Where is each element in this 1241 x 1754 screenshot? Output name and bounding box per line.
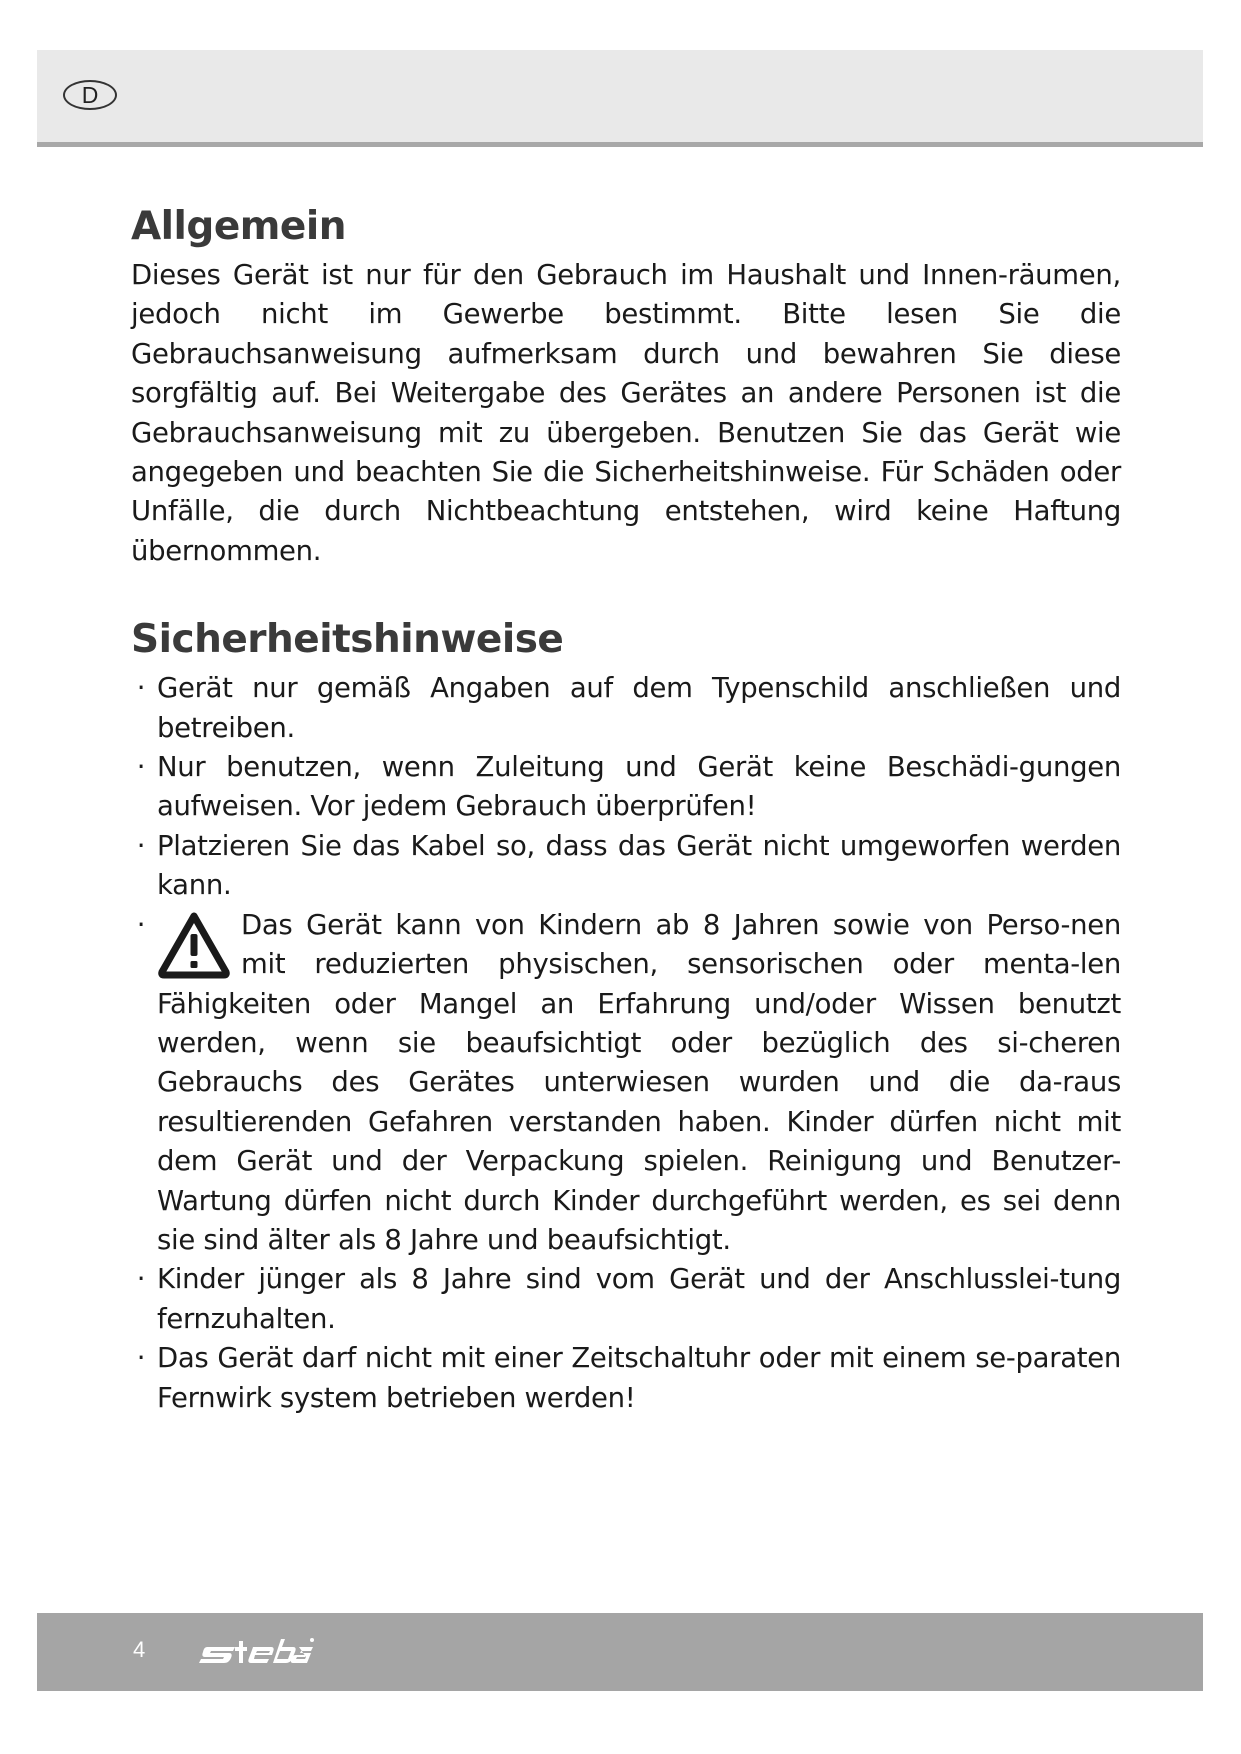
section-spacer [131,571,1121,611]
safety-item [131,669,1121,748]
safety-item [131,748,1121,827]
bullet-dot: · [136,908,146,941]
language-badge: D [63,80,117,110]
safety-item [131,827,1121,906]
page-header [37,50,1203,147]
safety-item [131,1260,1121,1339]
general-paragraph: Dieses Gerät ist nur für den Gebrauch im Haushalt und Innen-räumen, jedoch nicht im Gewerbe bestimmt. Bitte lesen Sie die Gebrauchsanweisung aufmerksam durch und bewahren Sie diese sorgfältig auf. Bei Weitergabe des Gerätes an andere Personen ist die Gebrauchsanweisung mit zu übergeben. Benutzen Sie das Gerät wie angegeben und beachten Sie die Sicherheitshinweise. Für Schäden oder Unfälle, die durch Nichtbeachtung entstehen, wird keine Haftung übernommen. [131,259,1121,567]
safety-item [131,1339,1121,1418]
page-number: 4 [133,1637,146,1662]
bullet-dot: · [136,672,146,705]
section-title-general: Allgemein [131,204,347,249]
safety-item-text: Gerät nur gemäß Angaben auf dem Typenschild anschließen und betreiben. [157,672,1121,744]
safety-item-text: Platzieren Sie das Kabel so, dass das Gerät nicht umgeworfen werden kann. [157,829,1121,902]
safety-item-warning [131,906,1121,1261]
bullet-dot: · [136,829,146,862]
warning-triangle-icon [157,910,231,980]
steba-logo-icon [195,1633,315,1673]
safety-item-text: Das Gerät darf nicht mit einer Zeitschaltuhr oder mit einem se-paraten Fernwirk system betrieben werden! [157,1342,1121,1414]
page-content [131,198,1121,1418]
safety-item-text: Kinder jünger als 8 Jahre sind vom Gerät und der Anschlusslei-tung fernzuhalten. [157,1263,1121,1335]
bullet-dot: · [136,1342,146,1375]
bullet-dot: · [136,1263,146,1296]
page-footer [37,1613,1203,1691]
safety-list [131,669,1121,1418]
safety-item-text: Nur benutzen, wenn Zuleitung und Gerät keine Beschädi-gungen aufweisen. Vor jedem Gebrauch überprüfen! [157,751,1121,823]
bullet-dot: · [136,751,146,784]
safety-item-text: Das Gerät kann von Kindern ab 8 Jahren sowie von Perso-nen mit reduzierten physischen, sensorischen oder menta-len Fähigkeiten oder Mangel an Erfahrung und/oder Wissen benutzt werden, wenn sie beaufsichtigt oder bezüglich des si-cheren Gebrauchs des Gerätes unterwiesen wurden und die da-raus resultierenden Gefahren verstanden haben. Kinder dürfen nicht mit dem Gerät und der Verpackung spielen. Reinigung und Benutzer-Wartung dürfen nicht durch Kinder durchgeführt werden, es sei denn sie sind älter als 8 Jahre und beaufsichtigt. [157,908,1121,1256]
section-title-safety: Sicherheitshinweise [131,617,564,663]
